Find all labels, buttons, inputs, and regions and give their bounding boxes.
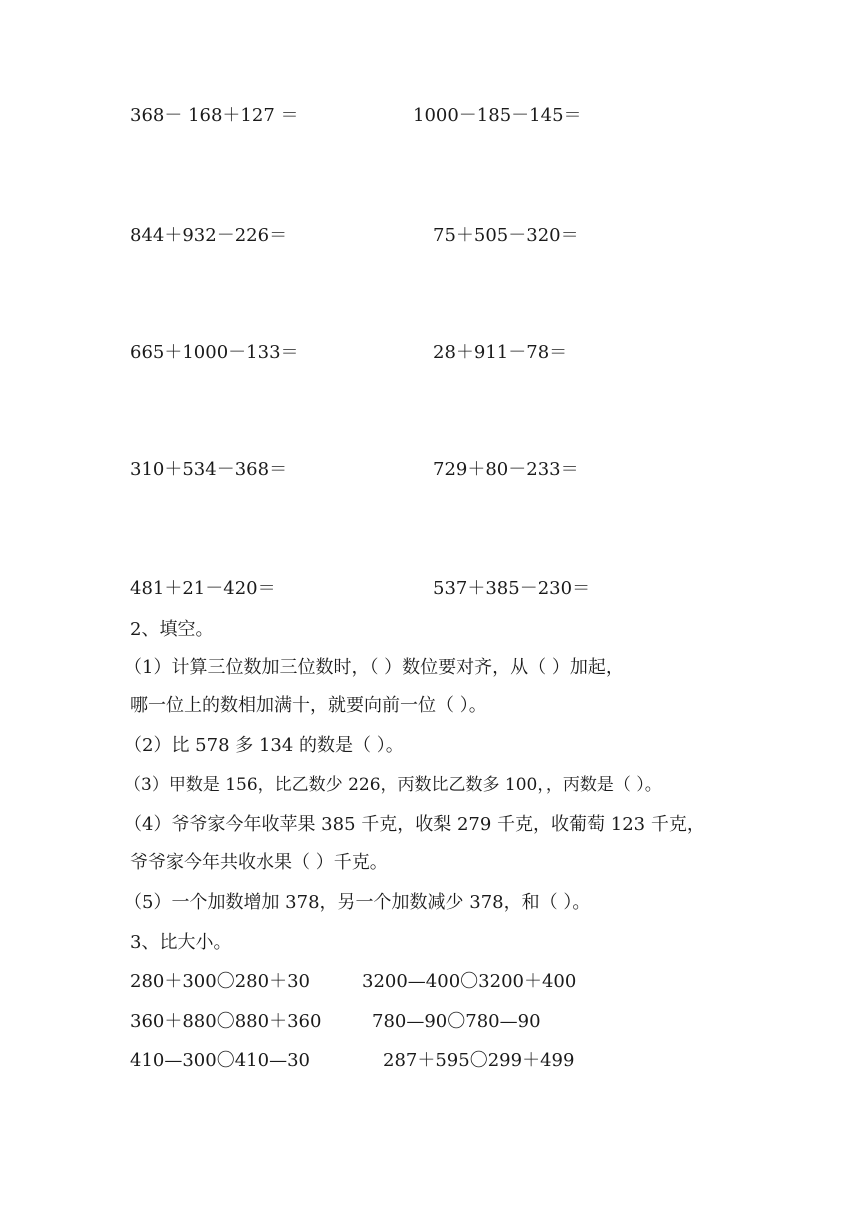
question-text: （3）甲数是 156，比乙数少 226，丙数比乙数多 100，，丙数是（ ）。 (124, 775, 662, 795)
question-text: 爷爷家今年共收水果（ ）千克。 (130, 852, 388, 873)
compare-expression: 287＋595〇299＋499 (383, 1050, 575, 1071)
calc-expression: 665＋1000－133＝ (130, 342, 299, 363)
calc-expression: 28＋911－78＝ (433, 342, 568, 363)
calc-expression: 75＋505－320＝ (433, 225, 579, 246)
calc-expression: 729＋80－233＝ (433, 459, 579, 480)
question-text: （1）计算三位数加三位数时，（ ）数位要对齐，从（ ）加起， (124, 657, 624, 678)
calc-expression: 844＋932－226＝ (130, 225, 288, 246)
compare-expression: 410—300〇410—30 (130, 1050, 310, 1071)
compare-expression: 360＋880〇880＋360 (130, 1011, 322, 1032)
calc-expression: 1000－185－145＝ (413, 105, 582, 126)
calc-expression: 310＋534－368＝ (130, 459, 288, 480)
calc-expression: 368－ 168＋127 ＝ (130, 105, 299, 126)
calc-expression: 481＋21－420＝ (130, 578, 276, 599)
question-text: （5）一个加数增加 378，另一个加数减少 378，和（ ）。 (124, 892, 591, 913)
question-text: 哪一位上的数相加满十，就要向前一位（ ）。 (130, 695, 487, 716)
section-heading: 2、填空。 (130, 619, 214, 640)
section-heading: 3、比大小。 (130, 932, 232, 953)
question-text: （4）爷爷家今年收苹果 385 千克，收梨 279 千克，收葡萄 123 千克， (124, 814, 705, 835)
compare-expression: 780—90〇780—90 (372, 1011, 541, 1032)
compare-expression: 3200—400〇3200＋400 (362, 971, 577, 992)
calc-expression: 537＋385－230＝ (433, 578, 591, 599)
compare-expression: 280＋300〇280＋30 (130, 971, 310, 992)
question-text: （2）比 578 多 134 的数是（ ）。 (124, 735, 404, 756)
